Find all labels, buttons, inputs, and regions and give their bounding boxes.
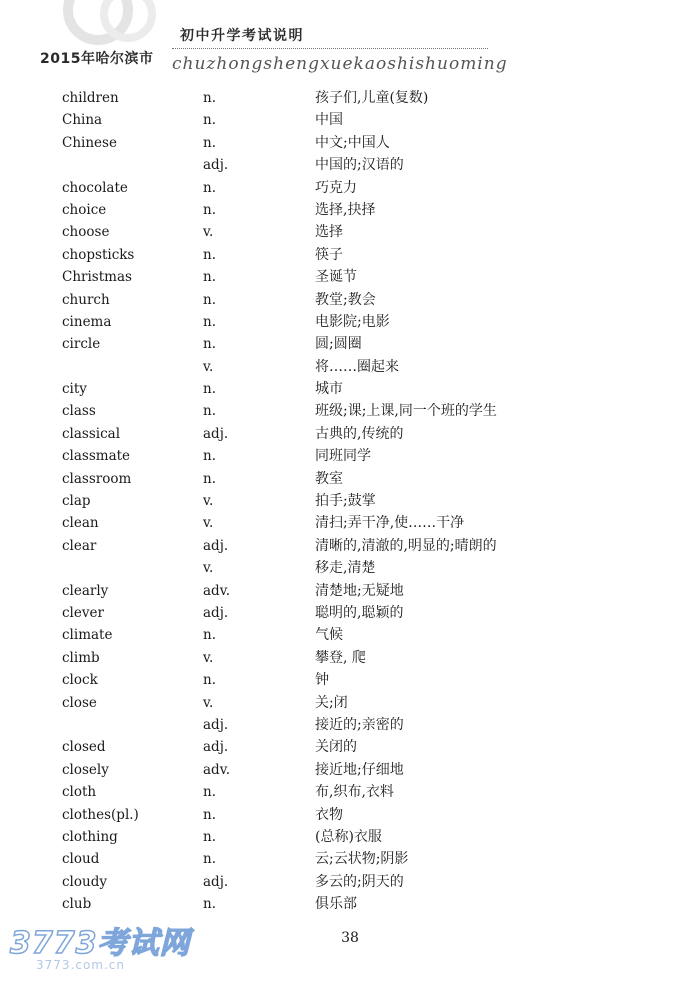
vocab-entry: [0, 714, 700, 736]
entry-meaning: 选择: [315, 224, 343, 241]
vocab-entry: [0, 356, 700, 378]
watermark-brand: 3773考试网: [10, 926, 191, 961]
entry-meaning: 钟: [315, 672, 329, 689]
entry-part-of-speech: n.: [203, 90, 216, 106]
entry-part-of-speech: n.: [203, 896, 216, 913]
entry-part-of-speech: n.: [203, 134, 216, 151]
vocab-entry: [0, 535, 700, 557]
entry-part-of-speech: n.: [203, 828, 216, 845]
entry-meaning: 移走,清楚: [315, 560, 376, 577]
vocab-entry: [0, 221, 700, 243]
entry-part-of-speech: v.: [203, 560, 214, 577]
vocab-entry: [0, 199, 700, 221]
entry-meaning: 布,织布,衣料: [315, 784, 394, 801]
vocab-entry: [0, 109, 700, 131]
entry-part-of-speech: adv.: [203, 582, 231, 599]
entry-part-of-speech: n.: [203, 291, 216, 308]
entry-part-of-speech: n.: [203, 112, 216, 129]
entry-meaning: 同班同学: [315, 448, 371, 465]
entry-part-of-speech: adj.: [203, 873, 229, 890]
entry-part-of-speech: n.: [203, 448, 216, 465]
entry-meaning: 聪明的,聪颖的: [315, 604, 404, 621]
entry-meaning: 城市: [315, 381, 343, 398]
entry-word: club: [62, 896, 92, 913]
entry-word: cloth: [62, 784, 97, 801]
entry-meaning: 中文;中国人: [315, 134, 390, 151]
entry-part-of-speech: n.: [203, 672, 216, 689]
header-logo-circles-icon: [62, 0, 162, 48]
entry-part-of-speech: n.: [203, 201, 216, 218]
entry-part-of-speech: n.: [203, 627, 216, 644]
entry-part-of-speech: adj.: [203, 425, 229, 442]
entry-word: clothing: [62, 828, 118, 845]
vocab-entry: [0, 490, 700, 512]
entry-word: Chinese: [62, 134, 117, 151]
header-dotted-rule: [172, 48, 488, 49]
vocab-entry: [0, 400, 700, 422]
entry-part-of-speech: n.: [203, 381, 216, 398]
entry-meaning: (总称)衣服: [315, 828, 382, 845]
entry-word: clothes(pl.): [62, 806, 139, 823]
entry-word: clearly: [62, 582, 109, 599]
header-pinyin: chuzhongshengxuekaoshishuoming: [172, 54, 508, 74]
entry-part-of-speech: n.: [203, 470, 216, 487]
entry-word: climate: [62, 627, 113, 644]
entry-part-of-speech: v.: [203, 694, 214, 711]
vocab-entry: [0, 378, 700, 400]
entry-meaning: 多云的;阴天的: [315, 873, 404, 890]
entry-part-of-speech: n.: [203, 179, 216, 196]
entry-word: clever: [62, 604, 104, 621]
vocab-entry: [0, 893, 700, 915]
vocab-entry: [0, 132, 700, 154]
entry-part-of-speech: adj.: [203, 157, 229, 174]
vocab-entry: [0, 445, 700, 467]
entry-meaning: 筷子: [315, 246, 343, 263]
entry-meaning: 云;云状物;阴影: [315, 851, 409, 868]
page-number: 38: [341, 930, 359, 946]
entry-word: choose: [62, 224, 110, 241]
vocab-entry: [0, 759, 700, 781]
entry-word: Christmas: [62, 269, 132, 286]
entry-meaning: 圣诞节: [315, 269, 357, 286]
entry-word: close: [62, 694, 97, 711]
vocab-entry: [0, 602, 700, 624]
vocab-entry: [0, 311, 700, 333]
entry-part-of-speech: adv.: [203, 761, 231, 778]
vocab-entry: [0, 848, 700, 870]
header-title: 初中升学考试说明: [180, 28, 304, 44]
entry-meaning: 接近地;仔细地: [315, 761, 404, 778]
vocab-entry: [0, 804, 700, 826]
entry-part-of-speech: v.: [203, 515, 214, 532]
vocab-entry: [0, 692, 700, 714]
entry-word: classical: [62, 425, 121, 442]
entry-word: circle: [62, 336, 101, 353]
vocab-entry: [0, 557, 700, 579]
entry-part-of-speech: adj.: [203, 739, 229, 756]
entry-part-of-speech: n.: [203, 806, 216, 823]
entry-word: class: [62, 403, 96, 420]
entry-part-of-speech: n.: [203, 784, 216, 801]
entry-part-of-speech: n.: [203, 403, 216, 420]
entry-meaning: 中国: [315, 112, 343, 129]
entry-meaning: 俱乐部: [315, 896, 357, 913]
entry-word: chocolate: [62, 179, 128, 196]
entry-word: cloud: [62, 851, 100, 868]
entry-word: city: [62, 381, 87, 398]
entry-word: clap: [62, 493, 91, 510]
entry-meaning: 古典的,传统的: [315, 425, 404, 442]
vocab-entry: [0, 624, 700, 646]
entry-meaning: 关闭的: [315, 739, 357, 756]
vocab-entry: [0, 423, 700, 445]
entry-meaning: 圆;圆圈: [315, 336, 362, 353]
entry-part-of-speech: v.: [203, 224, 214, 241]
entry-part-of-speech: n.: [203, 246, 216, 263]
vocab-entry: [0, 736, 700, 758]
entry-meaning: 巧克力: [315, 179, 357, 196]
vocab-entry: [0, 333, 700, 355]
entry-part-of-speech: adj.: [203, 537, 229, 554]
vocab-entry: [0, 289, 700, 311]
entry-word: classmate: [62, 448, 131, 465]
vocab-entry: [0, 468, 700, 490]
vocab-entry: [0, 781, 700, 803]
entry-part-of-speech: adj.: [203, 716, 229, 733]
vocab-entry: [0, 669, 700, 691]
entry-meaning: 中国的;汉语的: [315, 157, 404, 174]
entry-part-of-speech: adj.: [203, 604, 229, 621]
vocab-entry: [0, 512, 700, 534]
vocab-entry: [0, 177, 700, 199]
entry-word: closed: [62, 739, 106, 756]
entry-word: climb: [62, 649, 100, 666]
entry-part-of-speech: n.: [203, 336, 216, 353]
entry-meaning: 清晰的,清澈的,明显的;晴朗的: [315, 537, 497, 554]
entry-part-of-speech: v.: [203, 493, 214, 510]
entry-meaning: 清楚地;无疑地: [315, 582, 404, 599]
vocab-entry: [0, 647, 700, 669]
entry-word: chopsticks: [62, 246, 135, 263]
entry-word: closely: [62, 761, 109, 778]
entry-meaning: 孩子们,儿童(复数): [315, 90, 429, 106]
entry-word: clock: [62, 672, 98, 689]
entry-meaning: 教室: [315, 470, 343, 487]
entry-word: children: [62, 90, 119, 106]
watermark-url: 3773.com.cn: [36, 958, 125, 972]
entry-meaning: 清扫;弄干净,使……干净: [315, 515, 465, 532]
vocab-entry: [0, 266, 700, 288]
vocab-entry: [0, 87, 700, 109]
entry-word: cinema: [62, 313, 112, 330]
entry-part-of-speech: n.: [203, 269, 216, 286]
vocab-entry: [0, 154, 700, 176]
vocab-entry: [0, 580, 700, 602]
entry-meaning: 衣物: [315, 806, 343, 823]
entry-word: clean: [62, 515, 99, 532]
entry-meaning: 将……圈起来: [315, 358, 399, 375]
entry-meaning: 关;闭: [315, 694, 348, 711]
entry-part-of-speech: v.: [203, 649, 214, 666]
entry-meaning: 接近的;亲密的: [315, 716, 404, 733]
entry-meaning: 拍手;鼓掌: [315, 493, 376, 510]
vocab-entry: [0, 826, 700, 848]
header-year-city: 2015年哈尔滨市: [40, 51, 154, 67]
entry-word: church: [62, 291, 110, 308]
entry-word: clear: [62, 537, 97, 554]
entry-part-of-speech: n.: [203, 851, 216, 868]
entry-word: choice: [62, 201, 107, 218]
vocab-entry: [0, 244, 700, 266]
entry-word: cloudy: [62, 873, 107, 890]
entry-word: China: [62, 112, 103, 129]
entry-meaning: 电影院;电影: [315, 313, 390, 330]
entry-word: classroom: [62, 470, 132, 487]
entry-part-of-speech: v.: [203, 358, 214, 375]
vocab-entry: [0, 871, 700, 893]
entry-meaning: 气候: [315, 627, 343, 644]
entry-part-of-speech: n.: [203, 313, 216, 330]
vocabulary-list: [0, 87, 700, 915]
entry-meaning: 班级;课;上课,同一个班的学生: [315, 403, 497, 420]
entry-meaning: 教堂;教会: [315, 291, 376, 308]
entry-meaning: 选择,抉择: [315, 201, 376, 218]
entry-meaning: 攀登, 爬: [315, 649, 366, 666]
